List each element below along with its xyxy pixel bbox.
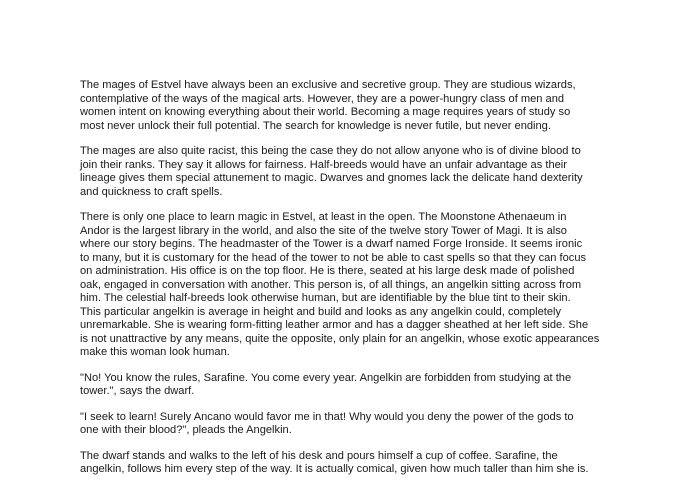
document-body xyxy=(80,79,610,489)
text-line: and quickness to craft spells. xyxy=(80,185,223,198)
text-line: contemplative of the ways of the magical arts. However, they are a power-hungry class of men and xyxy=(80,92,565,105)
text-line: him. The celestial half-breeds look otherwise human, but are identifiable by the blue tint to their skin. xyxy=(80,292,571,304)
paragraph-mages-intro xyxy=(80,79,610,133)
text-line: The mages of Estvel have always been an exclusive and secretive group. They are studious wizards, xyxy=(80,79,576,91)
text-line: oak, engaged in conversation with another. This person is, of all things, an angelkin sitting across from xyxy=(80,278,582,291)
text-line: most never unlock their full potential. The search for knowledge is never futile, but never ending. xyxy=(80,119,551,132)
text-line: "I seek to learn! Surely Ancano would favor me in that! Why would you deny the power of the gods to xyxy=(80,410,574,423)
text-line: The dwarf stands and walks to the left of his desk and pours himself a cup of coffee. Sarafine, the xyxy=(80,449,558,462)
paragraph-dwarf-dialogue xyxy=(80,372,610,399)
text-line: one with their blood?", pleads the Angelkin. xyxy=(80,424,292,436)
text-line: The mages are also quite racist, this being the case they do not allow anyone who is of divine blood to xyxy=(80,145,581,157)
paragraph-mages-racism xyxy=(80,145,610,199)
text-line: Andor is the largest library in the world, and also the site of the twelve story Tower of Magi. It is also xyxy=(80,224,567,237)
text-line: unremarkable. She is wearing form-fitting leather armor and has a dagger sheathed at her left side. She xyxy=(80,319,589,331)
paragraph-coffee-scene xyxy=(80,450,610,477)
text-line: angelkin, follows him every step of the way. It is actually comical, given how much taller than him she is. xyxy=(80,463,589,475)
text-line: lineage gives them special attunement to magic. Dwarves and gnomes lack the delicate hand dexterity xyxy=(80,172,583,184)
text-line: "No! You know the rules, Sarafine. You come every year. Angelkin are forbidden from studying at the xyxy=(80,371,572,384)
text-line: tower.", says the dwarf. xyxy=(80,385,195,397)
paragraph-angelkin-dialogue xyxy=(80,411,610,438)
text-line: join their ranks. They say it allows for fairness. Half-breeds would have an unfair advantage as their xyxy=(80,158,567,171)
text-line: to many, but it is customary for the head of the tower to not be able to cast spells so that they can focus xyxy=(80,251,587,264)
text-line: where our story begins. The headmaster of the Tower is a dwarf named Forge Ironside. It seems ironic xyxy=(80,238,583,250)
text-line: This particular angelkin is average in height and build and looks as any angelkin could, completely xyxy=(80,305,562,318)
text-line: is not unattractive by any means, quite the opposite, only plain for an angelkin, whose exotic appearances xyxy=(80,332,600,345)
paragraph-moonstone-athenaeum xyxy=(80,211,610,360)
text-line: women intent on knowing everything about their world. Becoming a mage requires years of study so xyxy=(80,106,571,118)
text-line: on administration. His office is on the top floor. He is there, seated at his large desk made of polished xyxy=(80,265,575,277)
text-line: There is only one place to learn magic in Estvel, at least in the open. The Moonstone Athenaeum in xyxy=(80,211,567,223)
text-line: make this woman look human. xyxy=(80,346,230,358)
